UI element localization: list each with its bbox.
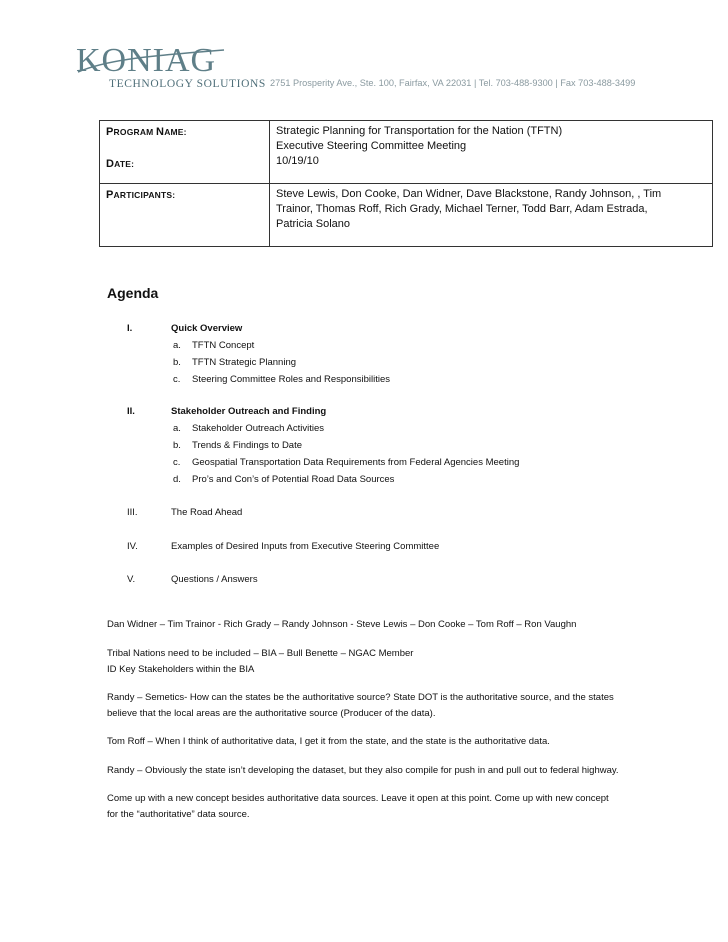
notes-tribal-nations: Tribal Nations need to be included – BIA – Bull Benette – NGAC Member ID Key Stakeholders within the BIA bbox=[107, 648, 414, 675]
participants-label: PARTICIPANTS: bbox=[106, 189, 176, 201]
agenda-item-2-title: Stakeholder Outreach and Finding bbox=[171, 406, 327, 417]
participants-line-3: Patricia Solano bbox=[276, 218, 350, 230]
company-subtitle: TECHNOLOGY SOLUTIONS bbox=[109, 78, 266, 90]
date-value: 10/19/10 bbox=[276, 155, 319, 167]
agenda-heading: Agenda bbox=[107, 285, 159, 301]
notes-tom-roff: Tom Roff – When I think of authoritative data, I get it from the state, and the state is the authoritative data. bbox=[107, 736, 550, 747]
letterhead bbox=[76, 38, 716, 98]
agenda-item-2-number: II. bbox=[127, 406, 135, 417]
participants-value-cell bbox=[270, 184, 713, 247]
participants-line-2: Trainor, Thomas Roff, Rich Grady, Michael Terner, Todd Barr, Adam Estrada, bbox=[276, 203, 648, 215]
agenda-item-3-title: The Road Ahead bbox=[171, 507, 243, 518]
program-info-table bbox=[99, 120, 713, 247]
participants-line-1: Steve Lewis, Don Cooke, Dan Widner, Dave Blackstone, Randy Johnson, , Tim bbox=[276, 188, 662, 200]
agenda-item-3-number: III. bbox=[127, 507, 138, 518]
notes-randy-dataset: Randy – Obviously the state isn’t developing the dataset, but they also compile for push in and pull out to federal highway. bbox=[107, 765, 619, 776]
company-logo: KONIAG bbox=[76, 42, 217, 79]
notes-new-concept: Come up with a new concept besides authoritative data sources. Leave it open at this point. Come up with new concept for the “authoritative” data source. bbox=[107, 793, 609, 820]
program-name-value-1: Strategic Planning for Transportation for the Nation (TFTN) bbox=[276, 125, 563, 137]
program-name-value-2: Executive Steering Committee Meeting bbox=[276, 140, 467, 152]
agenda-item-4-title: Examples of Desired Inputs from Executive Steering Committee bbox=[171, 541, 440, 552]
program-label-cell bbox=[100, 121, 270, 184]
agenda-item-5-title: Questions / Answers bbox=[171, 574, 258, 585]
program-value-cell bbox=[270, 121, 713, 184]
date-label: DATE: bbox=[106, 158, 135, 170]
program-name-label: PROGRAM NAME: bbox=[106, 126, 187, 138]
company-address: 2751 Prosperity Ave., Ste. 100, Fairfax, VA 22031 | Tel. 703-488-9300 | Fax 703-488-3499 bbox=[270, 78, 636, 88]
participants-label-cell bbox=[100, 184, 270, 247]
agenda-item-1-number: I. bbox=[127, 323, 133, 334]
notes-attendees: Dan Widner – Tim Trainor - Rich Grady – Randy Johnson - Steve Lewis – Don Cooke – Tom Roff – Ron Vaughn bbox=[107, 619, 577, 630]
agenda-item-1-title: Quick Overview bbox=[171, 323, 243, 334]
agenda-item-4-number: IV. bbox=[127, 541, 138, 552]
notes-randy-semantics: Randy – Semetics- How can the states be the authoritative source? State DOT is the authoritative source, and the states believe that the local areas are the authoritative source (Producer of the data). bbox=[107, 692, 614, 719]
agenda-item-5-number: V. bbox=[127, 574, 136, 585]
